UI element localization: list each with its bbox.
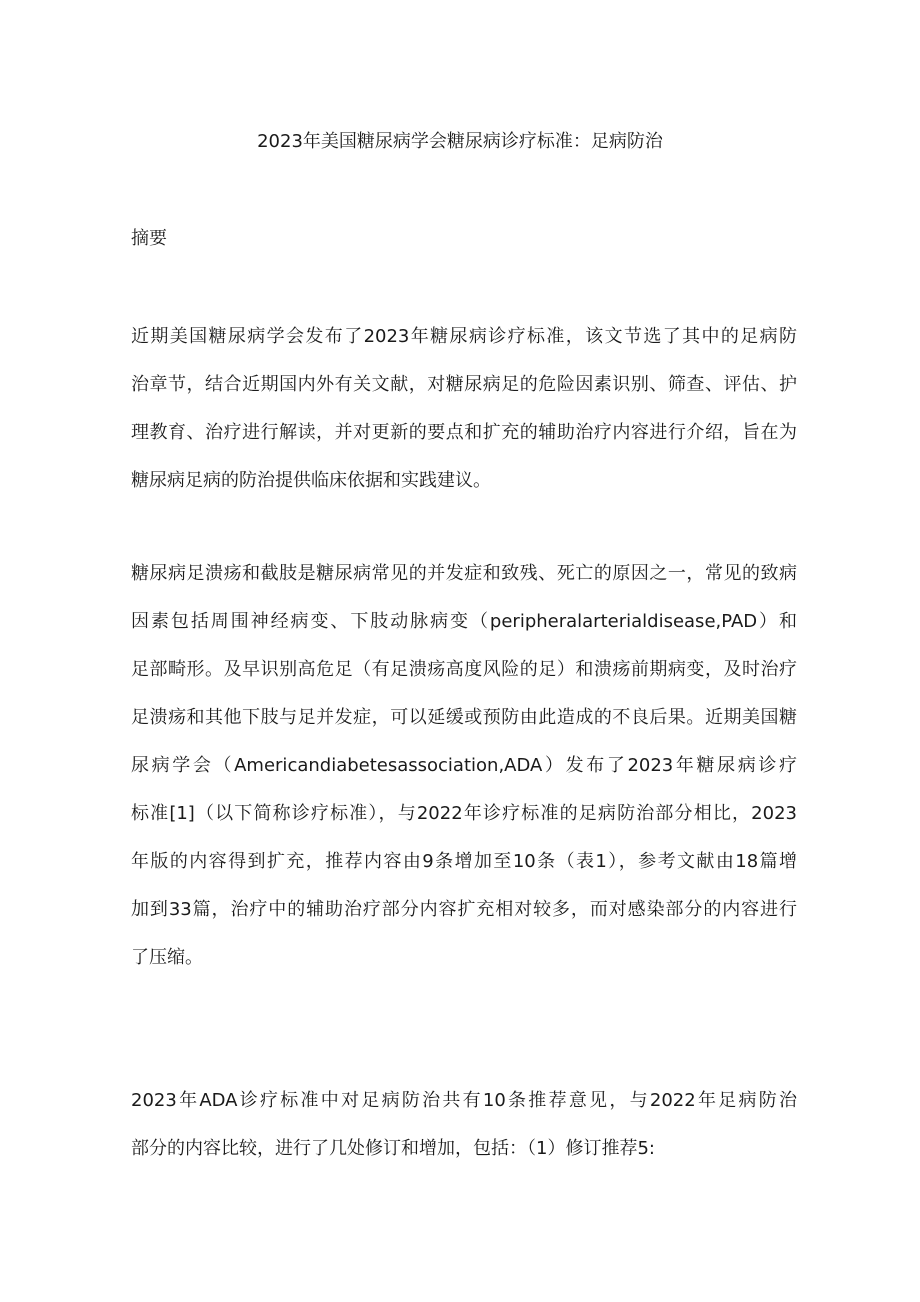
text-line: 近期美国糖尿病学会发布了2023年糖尿病诊疗标准，该文节选了其中的足病防 — [131, 326, 797, 347]
text-line: 因素包括周围神经病变、下肢动脉病变（peripheralarterialdisease,PAD）和 — [131, 611, 797, 632]
text-line: 标准[1]（以下简称诊疗标准），与2022年诊疗标准的足病防治部分相比，2023 — [131, 803, 797, 824]
text-line: 糖尿病足溃疡和截肢是糖尿病常见的并发症和致残、死亡的原因之一，常见的致病 — [131, 563, 797, 584]
text-line: 尿病学会（Americandiabetesassociation,ADA）发布了2023年糖尿病诊疗 — [131, 755, 797, 776]
paragraph-abstract — [131, 313, 797, 505]
text-line: 足溃疡和其他下肢与足并发症，可以延缓或预防由此造成的不良后果。近期美国糖 — [131, 707, 797, 728]
text-line: 年版的内容得到扩充，推荐内容由9条增加至10条（表1），参考文献由18篇增 — [131, 851, 797, 872]
text-line: 治章节，结合近期国内外有关文献，对糖尿病足的危险因素识别、筛查、评估、护 — [131, 374, 797, 395]
paragraph-recommendations — [131, 1077, 797, 1173]
paragraph-background — [131, 550, 797, 982]
document-title: 2023年美国糖尿病学会糖尿病诊疗标准：足病防治 — [257, 131, 663, 152]
text-line: 部分的内容比较，进行了几处修订和增加，包括：（1）修订推荐5: — [131, 1138, 655, 1159]
text-line: 足部畸形。及早识别高危足（有足溃疡高度风险的足）和溃疡前期病变，及时治疗 — [131, 659, 797, 680]
text-line: 糖尿病足病的防治提供临床依据和实践建议。 — [131, 470, 491, 491]
text-line: 了压缩。 — [131, 947, 203, 968]
text-line: 2023年ADA诊疗标准中对足病防治共有10条推荐意见，与2022年足病防治 — [131, 1090, 797, 1111]
text-line: 理教育、治疗进行解读，并对更新的要点和扩充的辅助治疗内容进行介绍，旨在为 — [131, 422, 797, 443]
abstract-heading: 摘要 — [131, 228, 167, 249]
text-line: 加到33篇，治疗中的辅助治疗部分内容扩充相对较多，而对感染部分的内容进行 — [131, 899, 797, 920]
